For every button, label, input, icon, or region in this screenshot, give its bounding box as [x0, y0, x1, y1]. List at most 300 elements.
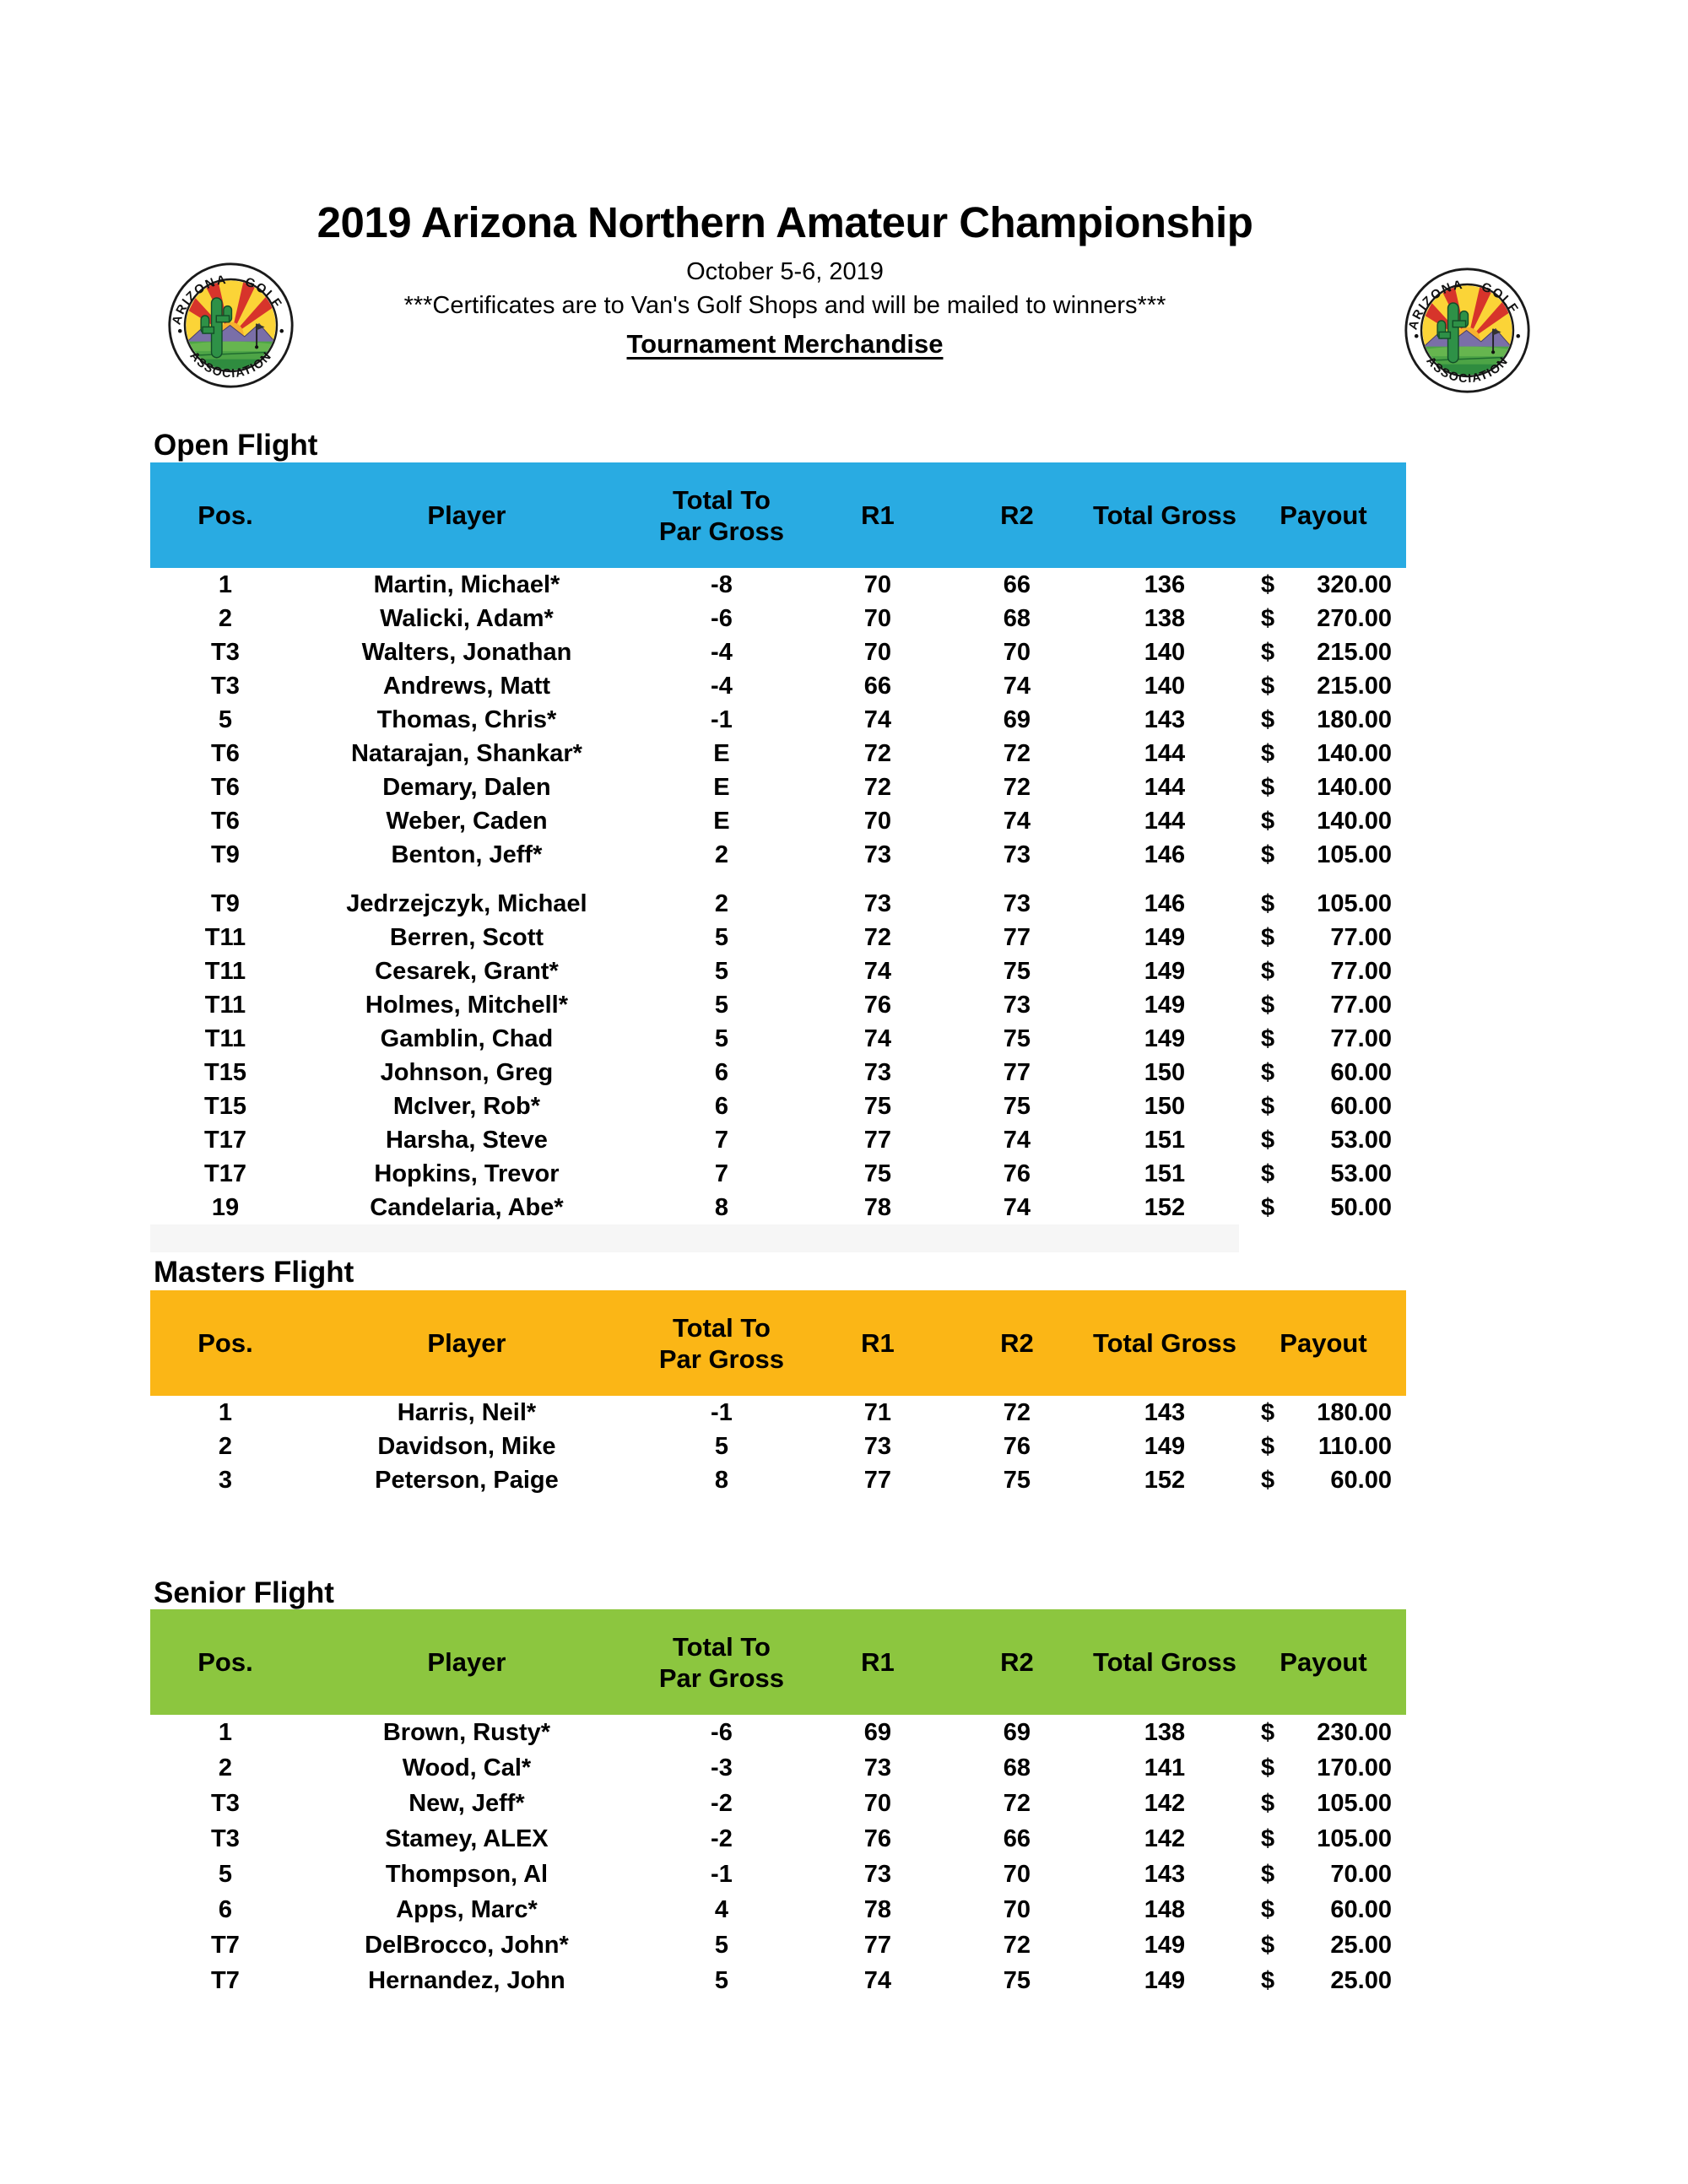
- r1-cell: 76: [863, 991, 892, 1019]
- to-par-cell: -8: [711, 570, 733, 598]
- to-par-cell: -6: [711, 1718, 733, 1746]
- total-gross-cell: 144: [1144, 773, 1186, 801]
- r1-cell: 72: [863, 923, 892, 951]
- table-row: [150, 1157, 1406, 1191]
- r2-cell: 75: [1003, 1092, 1031, 1120]
- total-to-par-line1: Total To: [672, 1631, 771, 1662]
- to-par-cell: 5: [714, 923, 729, 951]
- r1-cell: 69: [863, 1718, 892, 1746]
- table-row: [150, 1715, 1406, 1750]
- player-cell: Andrews, Matt: [382, 672, 551, 700]
- total-gross-cell: 138: [1144, 604, 1186, 632]
- player-cell: Gamblin, Chad: [380, 1024, 554, 1052]
- r1-cell: 72: [863, 739, 892, 767]
- payout-column-header: Payout: [1280, 500, 1367, 530]
- table-row: [150, 737, 1406, 770]
- r1-cell: 77: [863, 1466, 892, 1494]
- to-par-cell: -1: [711, 705, 733, 733]
- total-gross-cell: 149: [1144, 1931, 1186, 1959]
- payout-amount: 140.00: [1317, 773, 1392, 801]
- player-cell: Thompson, Al: [385, 1860, 549, 1888]
- player-cell: Wood, Cal*: [402, 1754, 532, 1781]
- currency-symbol: $: [1261, 1398, 1275, 1426]
- payout-amount: 270.00: [1317, 604, 1392, 632]
- to-par-cell: -1: [711, 1860, 733, 1888]
- to-par-cell: 2: [714, 841, 729, 868]
- player-cell: Walters, Jonathan: [361, 638, 572, 666]
- r2-cell: 69: [1003, 705, 1031, 733]
- flight-label-masters: Masters Flight: [154, 1256, 354, 1289]
- r2-cell: 66: [1003, 1825, 1031, 1852]
- player-cell: Harris, Neil*: [397, 1398, 537, 1426]
- r1-cell: 73: [863, 1754, 892, 1781]
- payout-amount: 70.00: [1330, 1860, 1392, 1888]
- payout-cell: [1241, 1433, 1406, 1461]
- payout-cell: [1241, 1790, 1406, 1818]
- pos-cell: T3: [211, 1825, 240, 1852]
- payout-cell: [1241, 1719, 1406, 1747]
- player-column-header: Player: [427, 1328, 506, 1358]
- r1-cell: 70: [863, 1789, 892, 1817]
- player-cell: Holmes, Mitchell*: [365, 991, 569, 1019]
- r2-cell: 73: [1003, 889, 1031, 917]
- r1-cell: 75: [863, 1092, 892, 1120]
- total-gross-cell: 149: [1144, 1024, 1186, 1052]
- to-par-cell: 5: [714, 1432, 729, 1460]
- table-row: [150, 1927, 1406, 1963]
- table-row: [150, 838, 1406, 872]
- r2-cell: 70: [1003, 638, 1031, 666]
- r2-cell: 68: [1003, 1754, 1031, 1781]
- table-row: [150, 770, 1406, 804]
- table-header-row: [150, 1609, 1406, 1715]
- table-row: [150, 568, 1406, 602]
- r1-cell: 70: [863, 807, 892, 835]
- tournament-merchandise-link[interactable]: Tournament Merchandise: [626, 329, 944, 359]
- total-gross-cell: 136: [1144, 570, 1186, 598]
- to-par-cell: 4: [714, 1895, 729, 1923]
- total-gross-cell: 150: [1144, 1092, 1186, 1120]
- total-gross-cell: 152: [1144, 1193, 1186, 1221]
- currency-symbol: $: [1261, 1789, 1275, 1817]
- payout-amount: 77.00: [1330, 923, 1392, 951]
- player-cell: Hernandez, John: [368, 1966, 565, 1994]
- r2-cell: 72: [1003, 1398, 1031, 1426]
- to-par-cell: 5: [714, 991, 729, 1019]
- payout-cell: [1241, 571, 1406, 599]
- currency-symbol: $: [1261, 1466, 1275, 1494]
- r2-cell: 73: [1003, 841, 1031, 868]
- r1-cell: 73: [863, 1432, 892, 1460]
- pos-cell: T3: [211, 638, 240, 666]
- total-gross-cell: 140: [1144, 672, 1186, 700]
- pos-cell: 2: [218, 1432, 233, 1460]
- r1-cell: 70: [863, 604, 892, 632]
- currency-symbol: $: [1261, 889, 1275, 917]
- r1-cell: 75: [863, 1160, 892, 1187]
- table-row: [150, 635, 1406, 669]
- payout-cell: [1241, 1967, 1406, 1995]
- pos-cell: 1: [218, 1398, 233, 1426]
- total-to-par-column-header: [633, 1631, 810, 1694]
- currency-symbol: $: [1261, 1432, 1275, 1460]
- r2-cell: 74: [1003, 1193, 1031, 1221]
- r1-cell: 77: [863, 1126, 892, 1154]
- table-row: [150, 602, 1406, 635]
- pos-cell: T11: [204, 1024, 246, 1052]
- currency-symbol: $: [1261, 1754, 1275, 1781]
- r1-cell: 74: [863, 957, 892, 985]
- total-gross-column-header: Total Gross: [1092, 1647, 1236, 1677]
- table-row: [150, 1022, 1406, 1056]
- to-par-cell: 5: [714, 1966, 729, 1994]
- currency-symbol: $: [1261, 1718, 1275, 1746]
- total-gross-cell: 143: [1144, 1860, 1186, 1888]
- currency-symbol: $: [1261, 991, 1275, 1019]
- r2-cell: 72: [1003, 1789, 1031, 1817]
- currency-symbol: $: [1261, 672, 1275, 700]
- table-body: [150, 1715, 1406, 1998]
- r2-cell: 75: [1003, 957, 1031, 985]
- flight-label-open: Open Flight: [154, 429, 318, 462]
- r1-cell: 70: [863, 570, 892, 598]
- r2-cell: 75: [1003, 1466, 1031, 1494]
- pos-cell: 19: [211, 1193, 240, 1221]
- table-row: [150, 703, 1406, 737]
- player-cell: Stamey, ALEX: [385, 1825, 549, 1852]
- player-cell: Brown, Rusty*: [382, 1718, 551, 1746]
- to-par-cell: 2: [714, 889, 729, 917]
- payout-amount: 215.00: [1317, 638, 1392, 666]
- pos-column-header: Pos.: [197, 1647, 253, 1677]
- r2-cell: 76: [1003, 1160, 1031, 1187]
- r1-cell: 78: [863, 1193, 892, 1221]
- currency-symbol: $: [1261, 1160, 1275, 1187]
- r1-cell: 76: [863, 1825, 892, 1852]
- total-gross-cell: 151: [1144, 1126, 1186, 1154]
- table-row: [150, 1191, 1406, 1224]
- total-gross-cell: 149: [1144, 957, 1186, 985]
- player-cell: Davidson, Mike: [377, 1432, 556, 1460]
- table-row: [150, 921, 1406, 954]
- player-cell: McIver, Rob*: [392, 1092, 540, 1120]
- pos-cell: 1: [218, 570, 233, 598]
- to-par-cell: 5: [714, 957, 729, 985]
- r1-cell: 70: [863, 638, 892, 666]
- payout-cell: [1241, 1861, 1406, 1889]
- payout-cell: [1241, 1825, 1406, 1853]
- open-flight-table: [150, 462, 1406, 1252]
- to-par-cell: E: [713, 773, 730, 801]
- r1-column-header: R1: [861, 1647, 895, 1677]
- empty-row-band: [150, 1224, 1239, 1252]
- currency-symbol: $: [1261, 1126, 1275, 1154]
- r1-cell: 73: [863, 841, 892, 868]
- total-to-par-line2: Par Gross: [658, 1343, 785, 1374]
- payout-cell: [1241, 841, 1406, 869]
- payout-amount: 105.00: [1317, 841, 1392, 868]
- to-par-cell: -3: [711, 1754, 733, 1781]
- total-gross-cell: 148: [1144, 1895, 1186, 1923]
- r2-cell: 74: [1003, 672, 1031, 700]
- r2-cell: 77: [1003, 923, 1031, 951]
- to-par-cell: 5: [714, 1931, 729, 1959]
- total-gross-cell: 151: [1144, 1160, 1186, 1187]
- table-row: [150, 1786, 1406, 1821]
- to-par-cell: -2: [711, 1789, 733, 1817]
- player-cell: Thomas, Chris*: [376, 705, 557, 733]
- total-gross-cell: 149: [1144, 1966, 1186, 1994]
- table-header-row: [150, 462, 1406, 568]
- payout-amount: 60.00: [1330, 1058, 1392, 1086]
- r2-column-header: R2: [1000, 500, 1034, 530]
- payout-amount: 25.00: [1330, 1931, 1392, 1959]
- payout-cell: [1241, 639, 1406, 667]
- total-to-par-line1: Total To: [672, 1312, 771, 1343]
- pos-cell: T15: [203, 1092, 246, 1120]
- row-spacer: [150, 872, 1406, 887]
- total-gross-cell: 149: [1144, 991, 1186, 1019]
- pos-cell: 5: [218, 705, 233, 733]
- payout-amount: 110.00: [1317, 1432, 1392, 1460]
- pos-cell: T7: [211, 1931, 240, 1959]
- payout-cell: [1241, 1399, 1406, 1427]
- payout-cell: [1241, 1896, 1406, 1924]
- total-gross-cell: 149: [1144, 923, 1186, 951]
- table-row: [150, 1963, 1406, 1998]
- to-par-cell: 6: [714, 1092, 729, 1120]
- table-row: [150, 1396, 1406, 1430]
- total-gross-cell: 138: [1144, 1718, 1186, 1746]
- r1-cell: 74: [863, 1024, 892, 1052]
- payout-cell: [1241, 1059, 1406, 1087]
- r1-cell: 77: [863, 1931, 892, 1959]
- table-header-row: [150, 1290, 1406, 1396]
- player-cell: New, Jeff*: [408, 1789, 525, 1817]
- to-par-cell: -6: [711, 604, 733, 632]
- to-par-cell: 8: [714, 1193, 729, 1221]
- table-row: [150, 669, 1406, 703]
- r1-column-header: R1: [861, 1328, 895, 1358]
- r2-cell: 66: [1003, 570, 1031, 598]
- payout-cell: [1241, 924, 1406, 952]
- total-gross-cell: 150: [1144, 1058, 1186, 1086]
- to-par-cell: 7: [714, 1160, 729, 1187]
- currency-symbol: $: [1261, 705, 1275, 733]
- player-cell: Weber, Caden: [386, 807, 548, 835]
- r1-cell: 74: [863, 1966, 892, 1994]
- table-row: [150, 1892, 1406, 1927]
- player-cell: Walicki, Adam*: [380, 604, 554, 632]
- payout-amount: 140.00: [1317, 739, 1392, 767]
- total-gross-column-header: Total Gross: [1092, 1328, 1236, 1358]
- currency-symbol: $: [1261, 1860, 1275, 1888]
- r2-cell: 70: [1003, 1860, 1031, 1888]
- payout-cell: [1241, 890, 1406, 918]
- r2-cell: 72: [1003, 773, 1031, 801]
- certificates-note: ***Certificates are to Van's Golf Shops and will be mailed to winners***: [403, 292, 1166, 319]
- pos-cell: 2: [218, 604, 233, 632]
- payout-cell: [1241, 808, 1406, 835]
- total-gross-cell: 144: [1144, 739, 1186, 767]
- r2-cell: 75: [1003, 1024, 1031, 1052]
- player-cell: Hopkins, Trevor: [374, 1160, 560, 1187]
- r1-column-header: R1: [861, 500, 895, 530]
- player-column-header: Player: [427, 1647, 506, 1677]
- payout-amount: 180.00: [1317, 1398, 1392, 1426]
- table-row: [150, 988, 1406, 1022]
- payout-amount: 180.00: [1317, 705, 1392, 733]
- player-cell: DelBrocco, John*: [365, 1931, 569, 1959]
- total-gross-cell: 140: [1144, 638, 1186, 666]
- table-row: [150, 1857, 1406, 1892]
- r1-cell: 72: [863, 773, 892, 801]
- pos-column-header: Pos.: [197, 1328, 253, 1358]
- senior-flight-table: [150, 1609, 1406, 1998]
- pos-cell: T3: [211, 1789, 240, 1817]
- currency-symbol: $: [1261, 807, 1275, 835]
- player-cell: Jedrzejczyk, Michael: [346, 889, 587, 917]
- payout-amount: 140.00: [1317, 807, 1392, 835]
- player-cell: Benton, Jeff*: [391, 841, 543, 868]
- total-to-par-line2: Par Gross: [658, 1662, 785, 1693]
- payout-amount: 77.00: [1330, 991, 1392, 1019]
- payout-amount: 50.00: [1330, 1193, 1392, 1221]
- total-to-par-column-header: [633, 484, 810, 547]
- table-row: [150, 1821, 1406, 1857]
- r1-cell: 73: [863, 1058, 892, 1086]
- table-row: [150, 954, 1406, 988]
- r2-column-header: R2: [1000, 1328, 1034, 1358]
- to-par-cell: -2: [711, 1825, 733, 1852]
- payout-amount: 60.00: [1330, 1466, 1392, 1494]
- pos-cell: T6: [211, 773, 240, 801]
- r2-cell: 77: [1003, 1058, 1031, 1086]
- r1-cell: 73: [863, 889, 892, 917]
- total-gross-cell: 146: [1144, 841, 1186, 868]
- r2-column-header: R2: [1000, 1647, 1034, 1677]
- total-gross-cell: 152: [1144, 1466, 1186, 1494]
- currency-symbol: $: [1261, 1193, 1275, 1221]
- to-par-cell: -1: [711, 1398, 733, 1426]
- pos-cell: T15: [203, 1058, 246, 1086]
- player-cell: Peterson, Paige: [375, 1466, 559, 1494]
- total-gross-column-header: Total Gross: [1092, 500, 1236, 530]
- pos-cell: T17: [203, 1160, 246, 1187]
- currency-symbol: $: [1261, 570, 1275, 598]
- document-header: [152, 199, 1418, 359]
- payout-cell: [1241, 673, 1406, 700]
- to-par-cell: -4: [711, 638, 733, 666]
- total-gross-cell: 143: [1144, 705, 1186, 733]
- to-par-cell: 5: [714, 1024, 729, 1052]
- currency-symbol: $: [1261, 923, 1275, 951]
- payout-cell: [1241, 1467, 1406, 1495]
- payout-cell: [1241, 992, 1406, 1019]
- payout-cell: [1241, 1160, 1406, 1188]
- currency-symbol: $: [1261, 604, 1275, 632]
- table-row: [150, 1463, 1406, 1497]
- to-par-cell: 8: [714, 1466, 729, 1494]
- payout-amount: 105.00: [1317, 889, 1392, 917]
- pos-cell: T7: [211, 1966, 240, 1994]
- r2-cell: 72: [1003, 739, 1031, 767]
- to-par-cell: 7: [714, 1126, 729, 1154]
- currency-symbol: $: [1261, 957, 1275, 985]
- arizona-golf-association-logo-left: [166, 261, 295, 390]
- payout-amount: 320.00: [1317, 570, 1392, 598]
- r2-cell: 76: [1003, 1432, 1031, 1460]
- total-gross-cell: 141: [1144, 1754, 1186, 1781]
- arizona-golf-association-logo-right: [1403, 266, 1532, 395]
- payout-cell: [1241, 1127, 1406, 1154]
- player-cell: Berren, Scott: [389, 923, 544, 951]
- currency-symbol: $: [1261, 1058, 1275, 1086]
- r2-cell: 73: [1003, 991, 1031, 1019]
- r1-cell: 78: [863, 1895, 892, 1923]
- to-par-cell: E: [713, 739, 730, 767]
- total-gross-cell: 144: [1144, 807, 1186, 835]
- total-gross-cell: 142: [1144, 1825, 1186, 1852]
- player-cell: Demary, Dalen: [382, 773, 551, 801]
- table-row: [150, 1750, 1406, 1786]
- player-cell: Candelaria, Abe*: [370, 1193, 564, 1221]
- to-par-cell: E: [713, 807, 730, 835]
- total-to-par-line2: Par Gross: [658, 516, 785, 546]
- flight-label-senior: Senior Flight: [154, 1576, 334, 1609]
- currency-symbol: $: [1261, 1825, 1275, 1852]
- player-cell: Apps, Marc*: [396, 1895, 538, 1923]
- payout-column-header: Payout: [1280, 1647, 1367, 1677]
- r1-cell: 73: [863, 1860, 892, 1888]
- payout-amount: 215.00: [1317, 672, 1392, 700]
- pos-cell: T3: [211, 672, 240, 700]
- r2-cell: 72: [1003, 1931, 1031, 1959]
- payout-column-header: Payout: [1280, 1328, 1367, 1358]
- player-cell: Cesarek, Grant*: [375, 957, 559, 985]
- payout-cell: [1241, 1194, 1406, 1222]
- payout-amount: 53.00: [1330, 1126, 1392, 1154]
- pos-cell: T9: [211, 889, 240, 917]
- payout-amount: 230.00: [1317, 1718, 1392, 1746]
- currency-symbol: $: [1261, 1092, 1275, 1120]
- currency-symbol: $: [1261, 1966, 1275, 1994]
- r1-cell: 71: [863, 1398, 892, 1426]
- player-cell: Harsha, Steve: [386, 1126, 548, 1154]
- r2-cell: 75: [1003, 1966, 1031, 1994]
- payout-cell: [1241, 605, 1406, 633]
- player-cell: Natarajan, Shankar*: [350, 739, 582, 767]
- payout-cell: [1241, 740, 1406, 768]
- masters-flight-table: [150, 1290, 1406, 1497]
- table-row: [150, 1056, 1406, 1089]
- payout-cell: [1241, 958, 1406, 986]
- pos-cell: T17: [203, 1126, 246, 1154]
- table-body: [150, 568, 1406, 1224]
- table-row: [150, 804, 1406, 838]
- r2-cell: 74: [1003, 807, 1031, 835]
- total-gross-cell: 142: [1144, 1789, 1186, 1817]
- table-body: [150, 1396, 1406, 1497]
- pos-cell: 3: [218, 1466, 233, 1494]
- payout-amount: 25.00: [1330, 1966, 1392, 1994]
- currency-symbol: $: [1261, 841, 1275, 868]
- player-column-header: Player: [427, 500, 506, 530]
- currency-symbol: $: [1261, 1931, 1275, 1959]
- player-cell: Johnson, Greg: [380, 1058, 554, 1086]
- payout-amount: 105.00: [1317, 1789, 1392, 1817]
- r2-cell: 70: [1003, 1895, 1031, 1923]
